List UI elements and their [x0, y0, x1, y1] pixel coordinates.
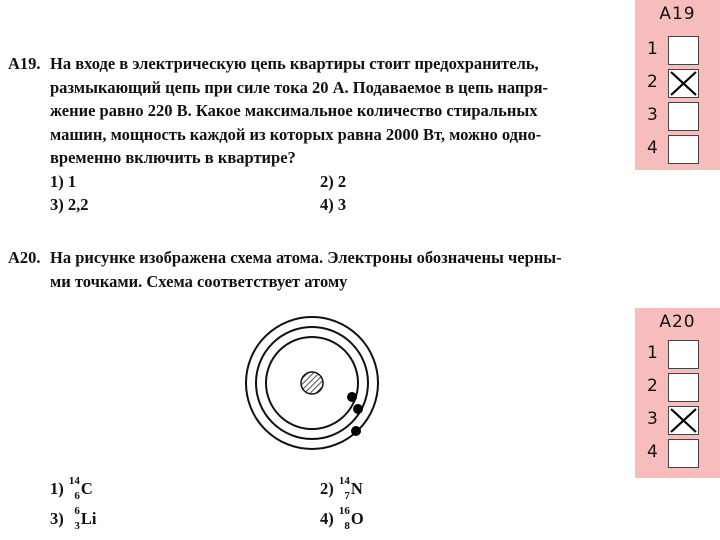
answer-option-label: 4	[647, 138, 658, 158]
element-symbol: C	[80, 478, 93, 498]
answer-panel-a20	[635, 308, 720, 478]
atom-diagram	[240, 310, 390, 460]
answer-checkbox[interactable]	[668, 340, 699, 369]
electron	[347, 392, 357, 402]
cross-mark-icon	[669, 70, 698, 97]
element-symbol: Li	[80, 508, 97, 528]
a19-option-1: 1) 1	[50, 172, 77, 191]
answer-checkbox[interactable]	[668, 373, 699, 402]
question-line: временно включить в квартире?	[50, 148, 296, 167]
answer-option-label: 2	[647, 376, 658, 396]
question-line: ми точками. Схема соответствует атому	[50, 271, 348, 291]
option-prefix: 1)	[50, 478, 64, 498]
answer-option-row	[635, 338, 720, 370]
option-prefix: 4)	[320, 508, 334, 528]
answer-option-row	[635, 437, 720, 469]
question-number: А19.	[8, 54, 41, 73]
atomic-number: 6	[74, 490, 80, 502]
answer-checkbox[interactable]	[668, 135, 699, 164]
question-a19	[8, 52, 623, 170]
cross-mark-icon	[669, 407, 698, 434]
question-text	[50, 246, 623, 293]
answer-panel-a19	[635, 0, 720, 170]
a19-option-2: 2) 2	[320, 172, 347, 191]
answer-option-label: 1	[647, 343, 658, 363]
a20-option-3	[50, 505, 97, 532]
a20-option-4	[320, 505, 364, 532]
question-text	[50, 52, 623, 170]
isotope-notation	[68, 475, 80, 502]
answer-option-row	[635, 133, 720, 165]
answer-checkbox[interactable]	[668, 102, 699, 131]
isotope-notation	[68, 505, 80, 532]
answer-checkbox[interactable]	[668, 439, 699, 468]
mass-number: 16	[338, 505, 350, 517]
electron	[351, 426, 361, 436]
question-number: А20.	[8, 248, 41, 267]
answer-checkbox[interactable]	[668, 69, 699, 98]
question-a20	[8, 246, 623, 293]
answer-option-label: 3	[647, 409, 658, 429]
option-prefix: 3)	[50, 508, 64, 528]
option-prefix: 2)	[320, 478, 334, 498]
isotope-notation	[338, 505, 350, 532]
answer-option-label: 2	[647, 72, 658, 92]
element-symbol: O	[350, 508, 364, 528]
answer-panel-title: А20	[659, 312, 696, 332]
answer-option-row	[635, 67, 720, 99]
answer-option-row	[635, 100, 720, 132]
a20-option-1	[50, 475, 93, 502]
electron	[353, 404, 363, 414]
mass-number: 14	[68, 475, 80, 487]
question-line: На входе в электрическую цепь квартиры стоит предохранитель,	[50, 54, 539, 73]
question-line: размыкающий цепь при силе тока 20 А. Подаваемое в цепь напря-	[50, 77, 549, 97]
a19-option-3: 3) 2,2	[50, 195, 89, 214]
atomic-number: 8	[344, 520, 350, 532]
answer-option-row	[635, 34, 720, 66]
question-line: На рисунке изображена схема атома. Электроны обозначены черны-	[50, 248, 562, 267]
atomic-number: 7	[344, 490, 350, 502]
answer-option-label: 1	[647, 39, 658, 59]
answer-option-label: 4	[647, 442, 658, 462]
question-line: жение равно 220 В. Какое максимальное количество стиральных	[50, 101, 538, 120]
a20-option-2	[320, 475, 363, 502]
atom-nucleus	[301, 372, 323, 394]
mass-number: 6	[74, 505, 80, 517]
mass-number: 14	[338, 475, 350, 487]
answer-checkbox[interactable]	[668, 406, 699, 435]
question-line: машин, мощность каждой из которых равна 2000 Вт, можно одно-	[50, 124, 542, 144]
answer-option-row	[635, 371, 720, 403]
isotope-notation	[338, 475, 350, 502]
answer-panel-title: А19	[659, 4, 696, 24]
atomic-number: 3	[74, 520, 80, 532]
answer-option-row	[635, 404, 720, 436]
answer-checkbox[interactable]	[668, 36, 699, 65]
a19-option-4: 4) 3	[320, 195, 347, 214]
element-symbol: N	[350, 478, 363, 498]
answer-option-label: 3	[647, 105, 658, 125]
